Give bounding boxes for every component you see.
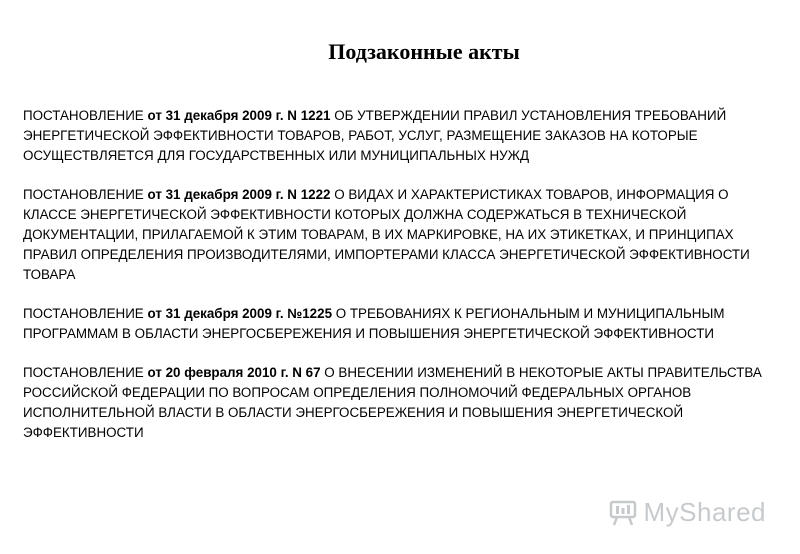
presentation-board-icon (608, 500, 638, 526)
act-date-number: от 31 декабря 2009 г. №1225 (147, 306, 333, 321)
act-date-number: от 20 февраля 2010 г. N 67 (147, 365, 321, 380)
act-type: ПОСТАНОВЛЕНИЕ (23, 306, 148, 321)
act-item-1222 (23, 185, 763, 285)
acts-list (23, 106, 763, 462)
act-date-number: от 31 декабря 2009 г. N 1221 (147, 108, 331, 123)
act-description: О ВНЕСЕНИИ ИЗМЕНЕНИЙ В НЕКОТОРЫЕ АКТЫ ПРАВИТЕЛЬСТВА РОССИЙСКОЙ ФЕДЕРАЦИИ ПО ВОПРОСАМ ОПРЕДЕЛЕНИЯ ПОЛНОМОЧИЙ ФЕДЕРАЛЬНЫХ ОРГАНОВ ИСПОЛНИТЕЛЬНОЙ ВЛАСТИ В ОБЛАСТИ ЭНЕРГОСБЕРЕЖЕНИЯ И ПОВЫШЕНИЯ ЭНЕРГЕТИЧЕСКОЙ ЭФФЕКТИВНОСТИ (23, 365, 762, 440)
act-date-number: от 31 декабря 2009 г. N 1222 (147, 187, 331, 202)
act-type: ПОСТАНОВЛЕНИЕ (23, 365, 148, 380)
act-type: ПОСТАНОВЛЕНИЕ (23, 108, 148, 123)
watermark-text: MyShared (643, 497, 766, 527)
act-item-1225 (23, 304, 763, 344)
page-title: Подзаконные акты (328, 39, 520, 64)
act-item-1221 (23, 106, 763, 166)
myshared-watermark (608, 497, 767, 528)
act-description: О ВИДАХ И ХАРАКТЕРИСТИКАХ ТОВАРОВ, ИНФОРМАЦИЯ О КЛАССЕ ЭНЕРГЕТИЧЕСКОЙ ЭФФЕКТИВНОСТИ КОТОРЫХ ДОЛЖНА СОДЕРЖАТЬСЯ В ТЕХНИЧЕСКОЙ ДОКУМЕНТАЦИИ, ПРИЛАГАЕМОЙ К ЭТИМ ТОВАРАМ, В ИХ МАРКИРОВКЕ, НА ИХ ЭТИКЕТКАХ, И ПРИНЦИПАХ ПРАВИЛ ОПРЕДЕЛЕНИЯ ПРОИЗВОДИТЕЛЯМИ, ИМПОРТЕРАМИ КЛАССА ЭНЕРГЕТИЧЕСКОЙ ЭФФЕКТИВНОСТИ ТОВАРА (23, 187, 750, 282)
act-description: О ТРЕБОВАНИЯХ К РЕГИОНАЛЬНЫМ И МУНИЦИПАЛЬНЫМ ПРОГРАММАМ В ОБЛАСТИ ЭНЕРГОСБЕРЕЖЕНИЯ И ПОВЫШЕНИЯ ЭНЕРГЕТИЧЕСКОЙ ЭФФЕКТИВНОСТИ (23, 306, 725, 341)
act-type: ПОСТАНОВЛЕНИЕ (23, 187, 148, 202)
act-description: ОБ УТВЕРЖДЕНИИ ПРАВИЛ УСТАНОВЛЕНИЯ ТРЕБОВАНИЙ ЭНЕРГЕТИЧЕСКОЙ ЭФФЕКТИВНОСТИ ТОВАРОВ, РАБОТ, УСЛУГ, РАЗМЕЩЕНИЕ ЗАКАЗОВ НА КОТОРЫЕ ОСУЩЕСТВЛЯЕТСЯ ДЛЯ ГОСУДАРСТВЕННЫХ ИЛИ МУНИЦИПАЛЬНЫХ НУЖД (23, 108, 727, 163)
act-item-67 (23, 363, 763, 443)
